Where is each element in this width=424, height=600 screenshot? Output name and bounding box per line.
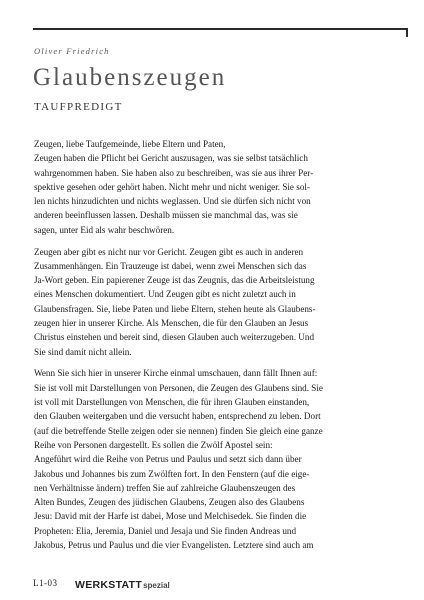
text-line: len nichts hinzudichten und nichts weglassen. Und sie dürfen sich nicht von — [34, 196, 311, 207]
page-number: L1-03 — [33, 578, 58, 588]
text-line: (auf die betreffende Stelle zeigen oder sie nennen) finden Sie gleich eine ganze — [34, 425, 323, 436]
text-line: Angeführt wird die Reihe von Petrus und Paulus und setzt sich dann über — [34, 454, 302, 465]
text-line: Reihe von Personen dargestellt. Es sollen die Zwölf Apostel sein: — [34, 439, 273, 450]
top-rule-tick — [406, 28, 408, 37]
text-line: Zeugen, liebe Taufgemeinde, liebe Eltern und Paten, — [34, 139, 226, 149]
brand-logo — [75, 575, 170, 593]
text-line: nen Verhältnisse ändern) treffen Sie auf zahlreiche Glaubenszeugen des — [34, 482, 296, 493]
text-line: Glaubensfragen. Sie, liebe Paten und liebe Eltern, stehen heute als Glaubens- — [34, 303, 316, 314]
paragraph — [34, 366, 394, 552]
page-title: Glaubenszeugen — [33, 64, 227, 91]
text-line: Jakobus, Petrus und Paulus und die vier Evangelisten. Letztere sind auch am — [34, 540, 314, 551]
text-line: anderen beeinflussen lassen. Deshalb müssen sie manchmal das, was sie — [34, 210, 298, 221]
text-line: Christus einstehen und bereit sind, diesen Glauben auch weiterzugeben. Und — [34, 332, 315, 343]
text-line: eines Menschen dokumentiert. Und Zeugen gibt es nicht zuletzt auch in — [34, 289, 296, 300]
text-line: Jakobus und Johannes bis zum Zwölften fort. In den Fenstern (auf die eige- — [34, 468, 310, 479]
text-line: Propheten: Elia, Jeremia, Daniel und Jesaja und Sie finden Andreas und — [34, 525, 297, 536]
text-line: Wenn Sie sich hier in unserer Kirche einmal umschauen, dann fällt Ihnen auf: — [34, 368, 318, 379]
text-line: Sie ist voll mit Darstellungen von Personen, die Zeugen des Glaubens sind. Sie — [34, 382, 323, 393]
text-line: Jesu: David mit der Harfe ist dabei, Mose und Melchisedek. Sie finden die — [34, 511, 307, 522]
text-line: Zusammenhängen. Ein Trauzeuge ist dabei, wenn zwei Menschen sich das — [34, 260, 307, 271]
text-line: Zeugen haben die Pflicht bei Gericht auszusagen, was sie selbst tatsächlich — [34, 153, 308, 164]
text-line: Zeugen aber gibt es nicht nur vor Gericht. Zeugen gibt es auch in anderen — [34, 246, 304, 257]
author-name: Oliver Friedrich — [34, 46, 110, 56]
text-line: Sie sind damit nicht allein. — [34, 346, 132, 357]
top-rule — [33, 28, 407, 30]
text-line: ist voll mit Darstellungen von Menschen, die für ihren Glauben einstanden, — [34, 397, 310, 408]
text-line: den Glauben weitergaben und die versucht haben, entsprechend zu leben. Dort — [34, 411, 321, 422]
paragraph — [34, 137, 394, 237]
text-line: Alten Bundes, Zeugen des jüdischen Glaubens, Zeugen also des Glaubens — [34, 497, 305, 508]
body-text — [34, 137, 394, 560]
text-line: sagen, unter Eid als wahr beschwören. — [34, 224, 175, 235]
paragraph — [34, 245, 394, 359]
text-line: Ja-Wort geben. Ein papierener Zeuge ist das Zeugnis, das die Arbeitsleistung — [34, 275, 315, 286]
brand-sub: spezial — [143, 581, 170, 590]
page-subtitle: TAUFPREDIGT — [34, 101, 123, 113]
brand-name: WERKSTATT — [75, 579, 143, 591]
text-line: spektive gesehen oder gehört haben. Nicht mehr und nicht weniger. Sie sol- — [34, 181, 310, 192]
text-line: zeugen hier in unserer Kirche. Als Menschen, die für den Glauben an Jesus — [34, 318, 309, 329]
text-line: wahrgenommen haben. Sie haben also zu beschreiben, was sie aus ihrer Per- — [34, 167, 314, 178]
